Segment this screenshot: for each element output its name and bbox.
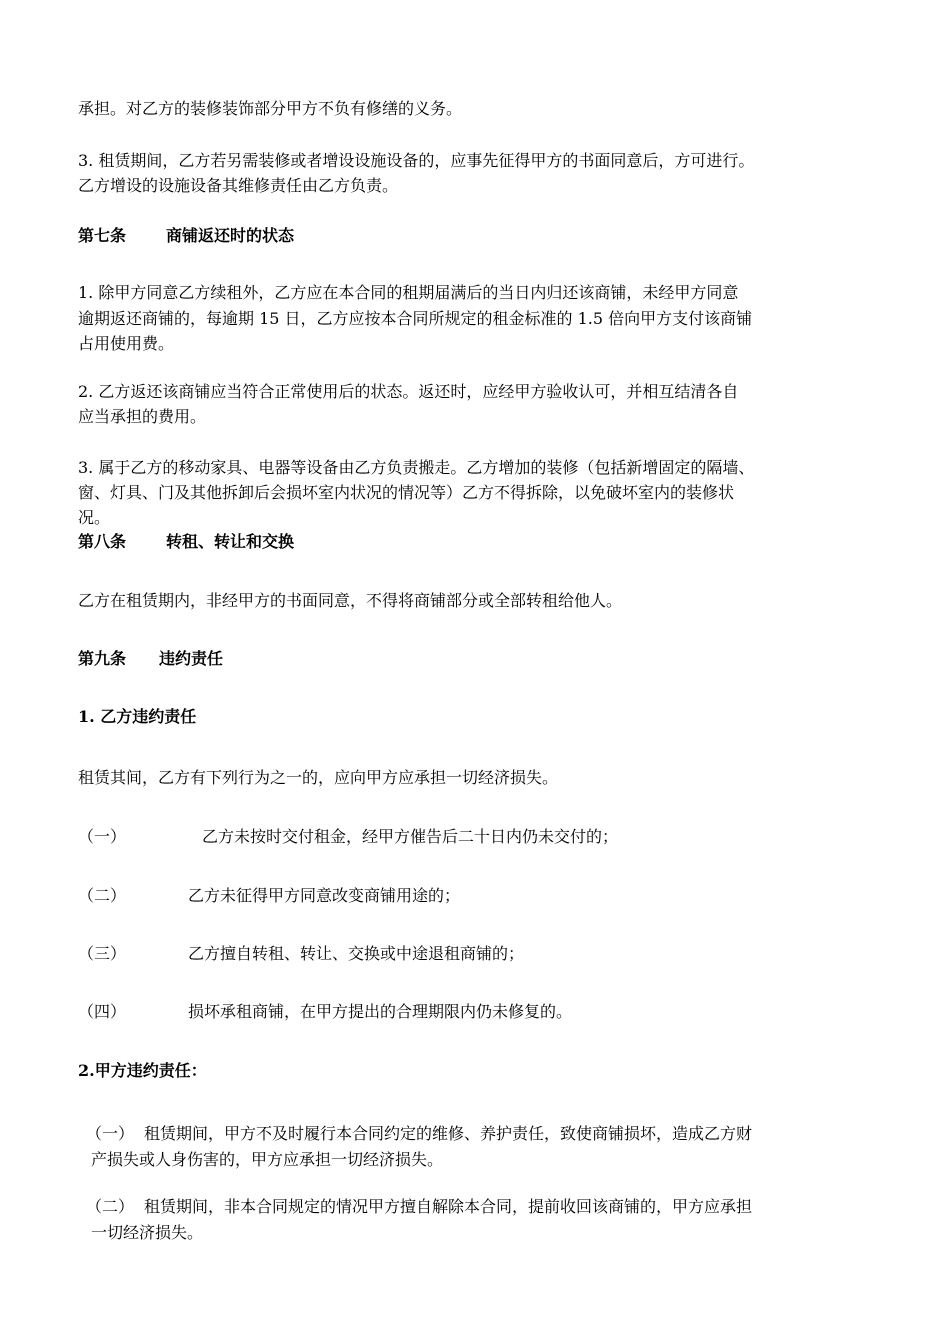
clause-6-3-line-2: 乙方增设的设施设备其维修责任由乙方负责。	[78, 176, 399, 195]
tenant-breach-item-1-text: 乙方未按时交付租金，经甲方催告后二十日内仍未交付的；	[202, 827, 619, 846]
article-8-heading	[78, 531, 294, 553]
tenant-breach-item-2-number: （二）	[78, 886, 127, 905]
tenant-breach-item-1-number: （一）	[78, 827, 127, 846]
article-9-number: 第九条	[78, 649, 127, 668]
article-8-text: 乙方在租赁期内，非经甲方的书面同意，不得将商铺部分或全部转租给他人。	[78, 591, 623, 610]
section-9-2-heading: 2.甲方违约责任：	[78, 1061, 207, 1080]
landlord-breach-item-2-text-1: 租赁期间，非本合同规定的情况甲方擅自解除本合同，提前收回该商铺的，甲方应承担	[144, 1197, 753, 1216]
clause-7-3-line-2: 窗、灯具、门及其他拆卸后会损坏室内状况的情况等）乙方不得拆除，以免破坏室内的装修状	[78, 483, 735, 502]
article-8-number: 第八条	[78, 532, 127, 551]
landlord-breach-item-1-line-2: 产损失或人身伤害的，甲方应承担一切经济损失。	[91, 1150, 444, 1169]
clause-6-3-line-1: 3. 租赁期间，乙方若另需装修或者增设设施设备的，应事先征得甲方的书面同意后，方可进行。	[78, 151, 755, 170]
tenant-breach-item-4-text: 损坏承租商铺，在甲方提出的合理期限内仍未修复的。	[188, 1002, 573, 1021]
tenant-breach-item-3-number: （三）	[78, 944, 127, 963]
tenant-breach-item-2-text: 乙方未征得甲方同意改变商铺用途的；	[188, 886, 461, 905]
landlord-breach-item-2-number: （二）	[86, 1197, 135, 1216]
article-9-heading	[78, 648, 223, 670]
article-7-title: 商铺返还时的状态	[166, 226, 295, 245]
clause-7-2-line-1: 2. 乙方返还该商铺应当符合正常使用后的状态。返还时，应经甲方验收认可，并相互结清各自	[78, 382, 739, 401]
article-7-heading	[78, 225, 294, 247]
clause-7-2-line-2: 应当承担的费用。	[78, 407, 207, 426]
article-7-number: 第七条	[78, 226, 127, 245]
clause-7-3-line-3: 况。	[78, 508, 111, 527]
paragraph-continuation: 承担。对乙方的装修装饰部分甲方不负有修缮的义务。	[78, 99, 463, 118]
clause-7-1-line-2: 逾期返还商铺的，每逾期 15 日，乙方应按本合同所规定的租金标准的 1.5 倍向甲方支付该商铺	[78, 309, 753, 328]
landlord-breach-item-1-number: （一）	[86, 1124, 135, 1143]
landlord-breach-item-2-line-2: 一切经济损失。	[91, 1223, 204, 1242]
clause-7-3-line-1: 3. 属于乙方的移动家具、电器等设备由乙方负责搬走。乙方增加的装修（包括新增固定的隔墙、	[78, 458, 755, 477]
clause-7-1-line-1: 1. 除甲方同意乙方续租外，乙方应在本合同的租期届满后的当日内归还该商铺，未经甲方同意	[78, 283, 739, 302]
landlord-breach-item-1-text-1: 租赁期间，甲方不及时履行本合同约定的维修、养护责任，致使商铺损坏，造成乙方财	[144, 1124, 753, 1143]
tenant-breach-item-4-number: （四）	[78, 1002, 127, 1021]
section-9-1-intro: 租赁其间，乙方有下列行为之一的，应向甲方应承担一切经济损失。	[78, 768, 559, 787]
article-8-title: 转租、转让和交换	[166, 532, 295, 551]
tenant-breach-item-3-text: 乙方擅自转租、转让、交换或中途退租商铺的；	[188, 944, 525, 963]
clause-7-1-line-3: 占用使用费。	[78, 334, 175, 353]
section-9-1-heading: 1. 乙方违约责任	[78, 707, 197, 726]
article-9-title: 违约责任	[159, 649, 224, 668]
